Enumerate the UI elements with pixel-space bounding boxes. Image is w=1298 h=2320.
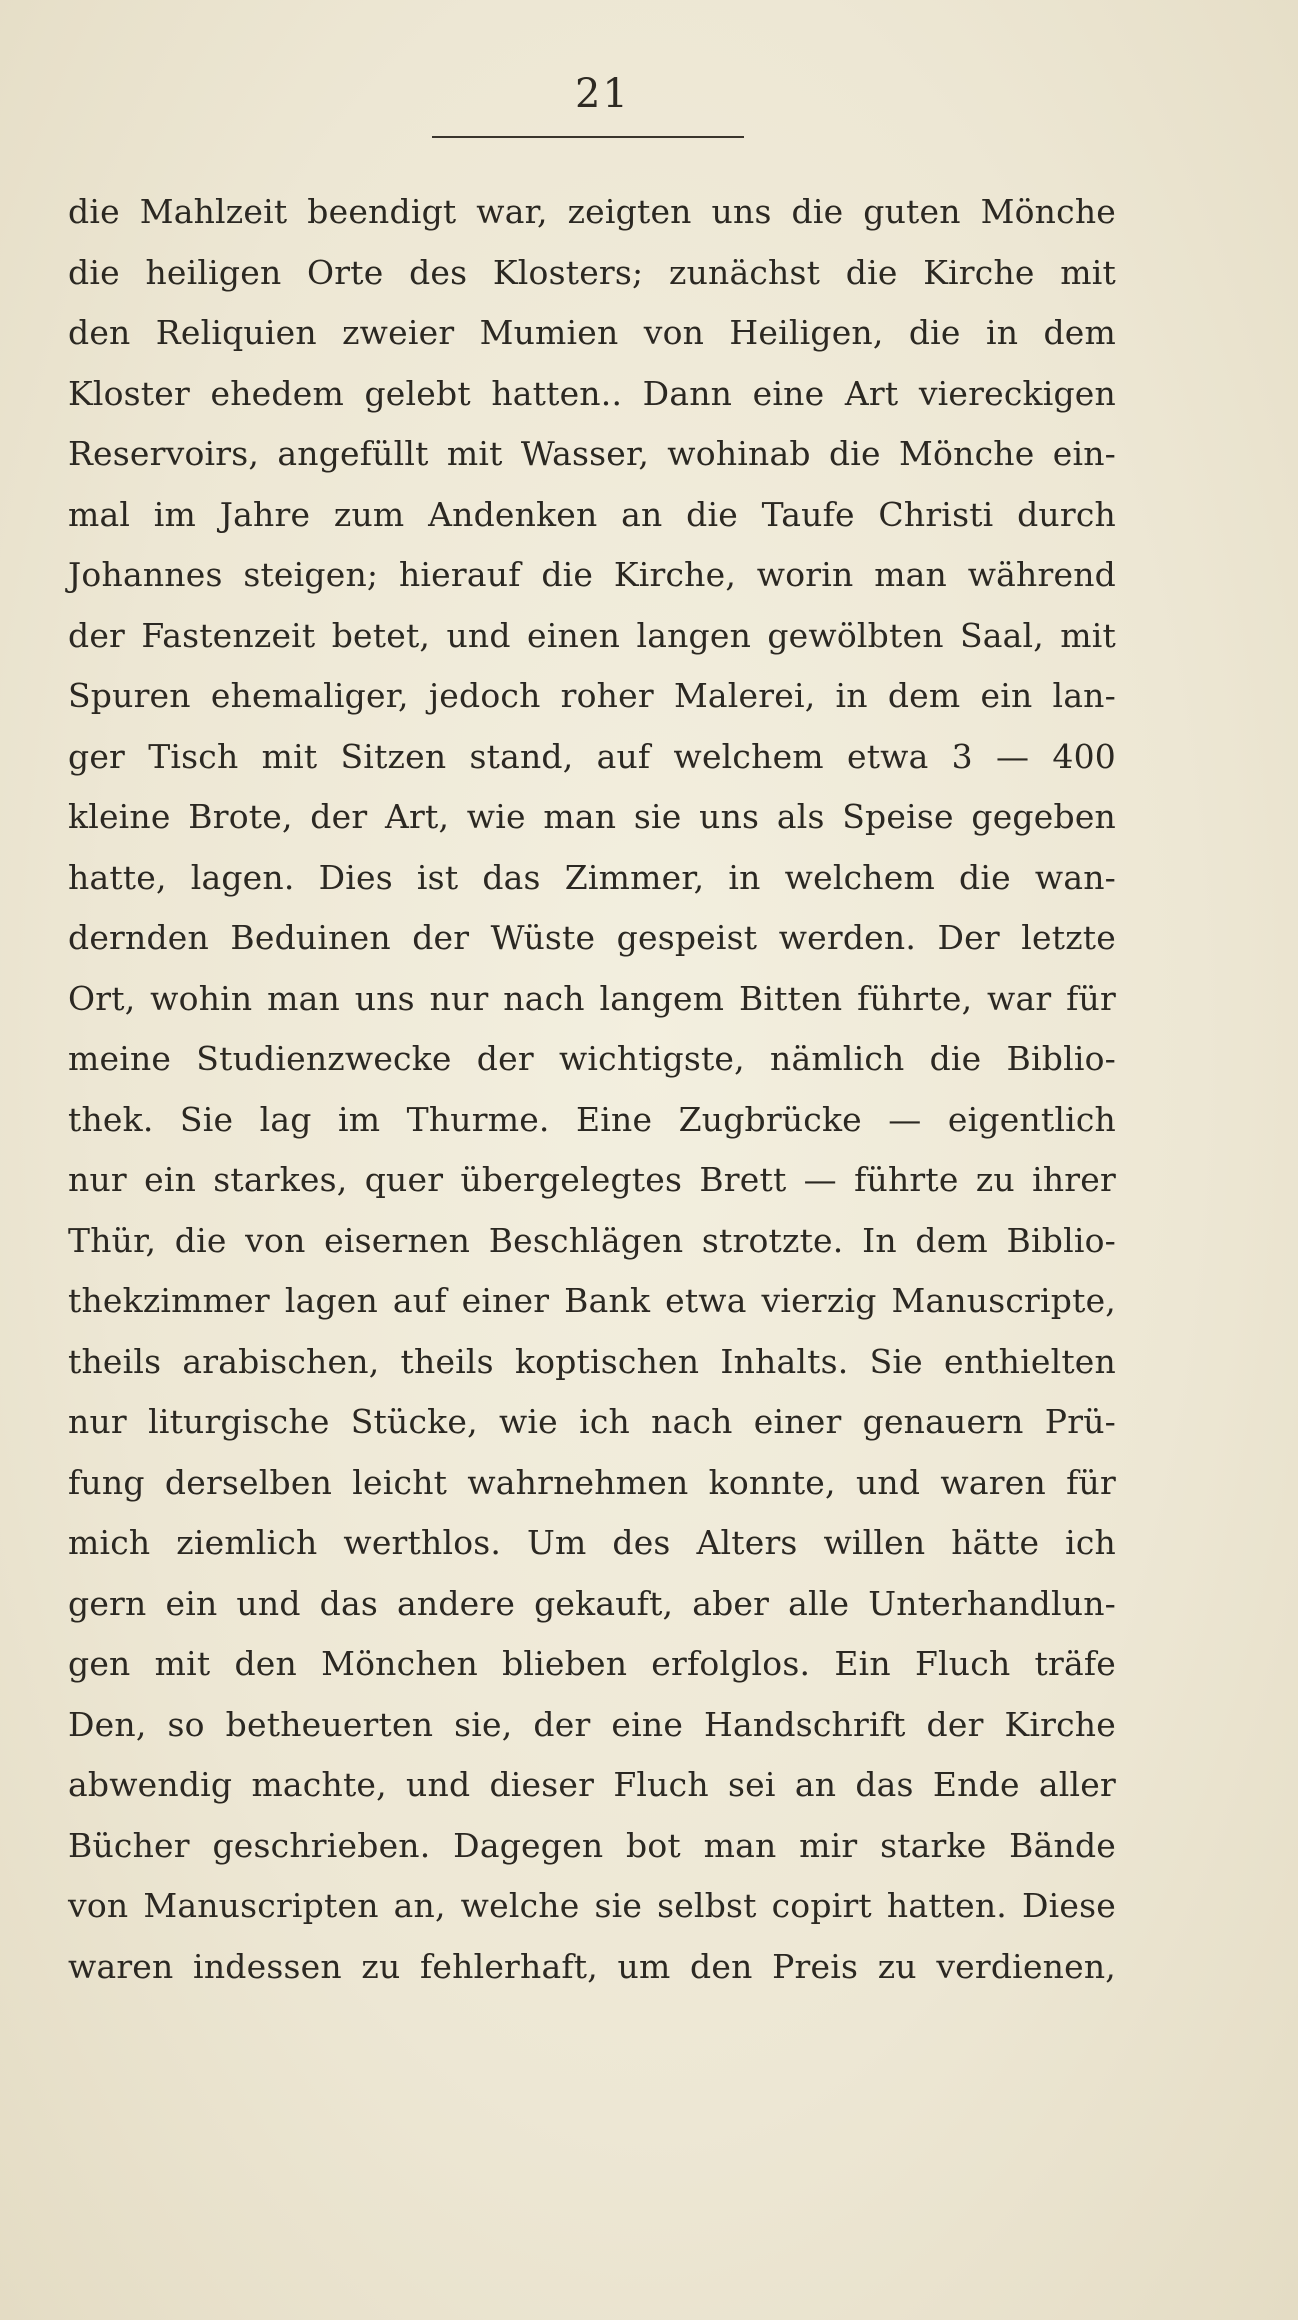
text-line: kleine Brote, der Art, wie man sie uns als Speise gegeben xyxy=(68,797,1116,836)
text-line: ger Tisch mit Sitzen stand, auf welchem etwa 3 — 400 xyxy=(68,736,1116,776)
text-line: Spuren ehemaliger, jedoch roher Malerei, in dem ein lan- xyxy=(68,676,1116,715)
text-line: mich ziemlich werthlos. Um des Alters willen hätte ich xyxy=(68,1523,1116,1562)
text-line: theils arabischen, theils koptischen Inhalts. Sie enthielten xyxy=(68,1341,1116,1381)
text-line: gen mit den Mönchen blieben erfolglos. Ein Fluch träfe xyxy=(68,1644,1116,1683)
text-line: die Mahlzeit beendigt war, zeigten uns die guten Mönche xyxy=(68,192,1116,231)
text-line: von Manuscripten an, welche sie selbst copirt hatten. Diese xyxy=(68,1886,1116,1925)
text-line: nur ein starkes, quer übergelegtes Brett — führte zu ihrer xyxy=(68,1160,1116,1199)
header-rule xyxy=(432,136,744,138)
text-line: Ort, wohin man uns nur nach langem Bitten führte, war für xyxy=(68,978,1116,1018)
text-line: der Fastenzeit betet, und einen langen gewölbten Saal, mit xyxy=(68,615,1116,655)
text-line: nur liturgische Stücke, wie ich nach einer genauern Prü- xyxy=(68,1402,1116,1441)
text-line: Johannes steigen; hierauf die Kirche, worin man während xyxy=(68,555,1116,594)
text-line: meine Studienzwecke der wichtigste, nämlich die Biblio- xyxy=(68,1039,1116,1078)
text-line: thekzimmer lagen auf einer Bank etwa vierzig Manuscripte, xyxy=(68,1281,1116,1320)
text-line: abwendig machte, und dieser Fluch sei an das Ende aller xyxy=(68,1765,1116,1804)
body-text xyxy=(68,182,1116,1997)
text-line: den Reliquien zweier Mumien von Heiligen, die in dem xyxy=(68,313,1116,352)
text-line: die heiligen Orte des Klosters; zunächst die Kirche mit xyxy=(68,252,1116,292)
text-line: hatte, lagen. Dies ist das Zimmer, in welchem die wan- xyxy=(68,857,1116,897)
text-line: thek. Sie lag im Thurme. Eine Zugbrücke — eigentlich xyxy=(68,1099,1116,1139)
text-line: Bücher geschrieben. Dagegen bot man mir starke Bände xyxy=(68,1825,1116,1865)
text-line: Den, so betheuerten sie, der eine Handschrift der Kirche xyxy=(68,1704,1116,1744)
text-line: Reservoirs, angefüllt mit Wasser, wohinab die Mönche ein- xyxy=(68,434,1116,473)
text-line: dernden Beduinen der Wüste gespeist werden. Der letzte xyxy=(68,918,1116,957)
text-line: Kloster ehedem gelebt hatten.. Dann eine Art viereckigen xyxy=(68,373,1116,413)
text-line: fung derselben leicht wahrnehmen konnte, und waren für xyxy=(68,1462,1116,1502)
text-line: mal im Jahre zum Andenken an die Taufe Christi durch xyxy=(68,494,1116,534)
text-line: Thür, die von eisernen Beschlägen strotzte. In dem Biblio- xyxy=(68,1220,1116,1260)
text-line: waren indessen zu fehlerhaft, um den Preis zu verdienen, xyxy=(68,1946,1116,1986)
text-line: gern ein und das andere gekauft, aber alle Unterhandlun- xyxy=(68,1583,1116,1623)
page-number: 21 xyxy=(575,71,630,117)
